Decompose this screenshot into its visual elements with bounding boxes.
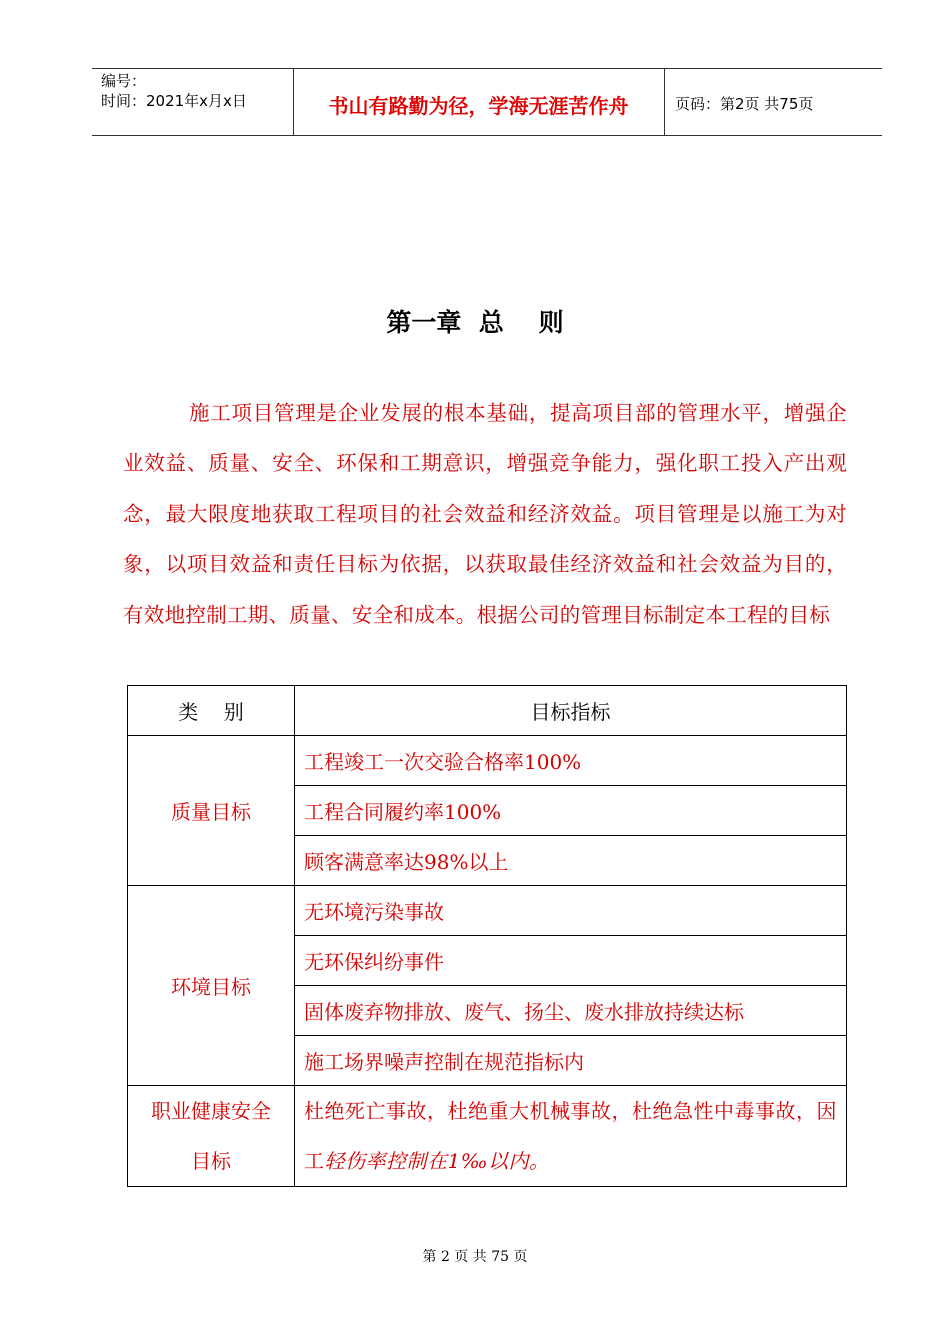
indicator-cell: 固体废弃物排放、废气、扬尘、废水排放持续达标 xyxy=(295,986,847,1036)
category-line: 目标 xyxy=(191,1149,231,1173)
category-occupational-health-safety xyxy=(128,1086,295,1187)
header-indicator: 目标指标 xyxy=(295,686,847,736)
table-header-row xyxy=(128,686,847,736)
indicator-cell: 施工场界噪声控制在规范指标内 xyxy=(295,1036,847,1086)
indicator-cell: 工程合同履约率100% xyxy=(295,786,847,836)
header-category: 类 别 xyxy=(128,686,295,736)
footer-page-number: 第 2 页 共 75 页 xyxy=(422,1249,528,1265)
chapter-title: 第一章 总 则 xyxy=(386,308,564,337)
header-bottom-rule xyxy=(92,135,882,136)
indicator-cell: 顾客满意率达98%以上 xyxy=(295,836,847,886)
category-line: 职业健康安全 xyxy=(151,1099,271,1123)
goals-table xyxy=(127,685,847,1187)
indicator-cell xyxy=(295,1086,847,1187)
indicator-cell: 无环保纠纷事件 xyxy=(295,936,847,986)
table-row xyxy=(128,736,847,786)
header-time: 时间：2021年x月x日 xyxy=(101,92,247,110)
intro-paragraph: 施工项目管理是企业发展的根本基础，提高项目部的管理水平，增强企业效益、质量、安全、环保和工期意识，增强竞争能力，强化职工投入产出观念，最大限度地获取工程项目的社会效益和经济效益。项目管理是以施工为对象，以项目效益和责任目标为依据，以获取最佳经济效益和社会效益为目的，有效地控制工期、质量、安全和成本。根据公司的管理目标制定本工程的目标 xyxy=(123,401,847,627)
indicator-text: 杜绝死亡事故，杜绝重大机械事故，杜绝急性中毒事故，因工 xyxy=(304,1099,837,1173)
category-environment: 环境目标 xyxy=(128,886,295,1086)
indicator-cell: 无环境污染事故 xyxy=(295,886,847,936)
header-page-number: 页码：第2页 共75页 xyxy=(675,95,814,113)
table-row xyxy=(128,886,847,936)
category-quality: 质量目标 xyxy=(128,736,295,886)
header-top-rule xyxy=(92,68,882,69)
header-divider xyxy=(664,68,665,135)
table-row xyxy=(128,1086,847,1187)
header-label: 编号： xyxy=(101,72,147,90)
indicator-text-italic: 轻伤率控制在1‰以内。 xyxy=(324,1149,550,1173)
header-motto: 书山有路勤为径，学海无涯苦作舟 xyxy=(328,94,629,118)
indicator-cell: 工程竣工一次交验合格率100% xyxy=(295,736,847,786)
